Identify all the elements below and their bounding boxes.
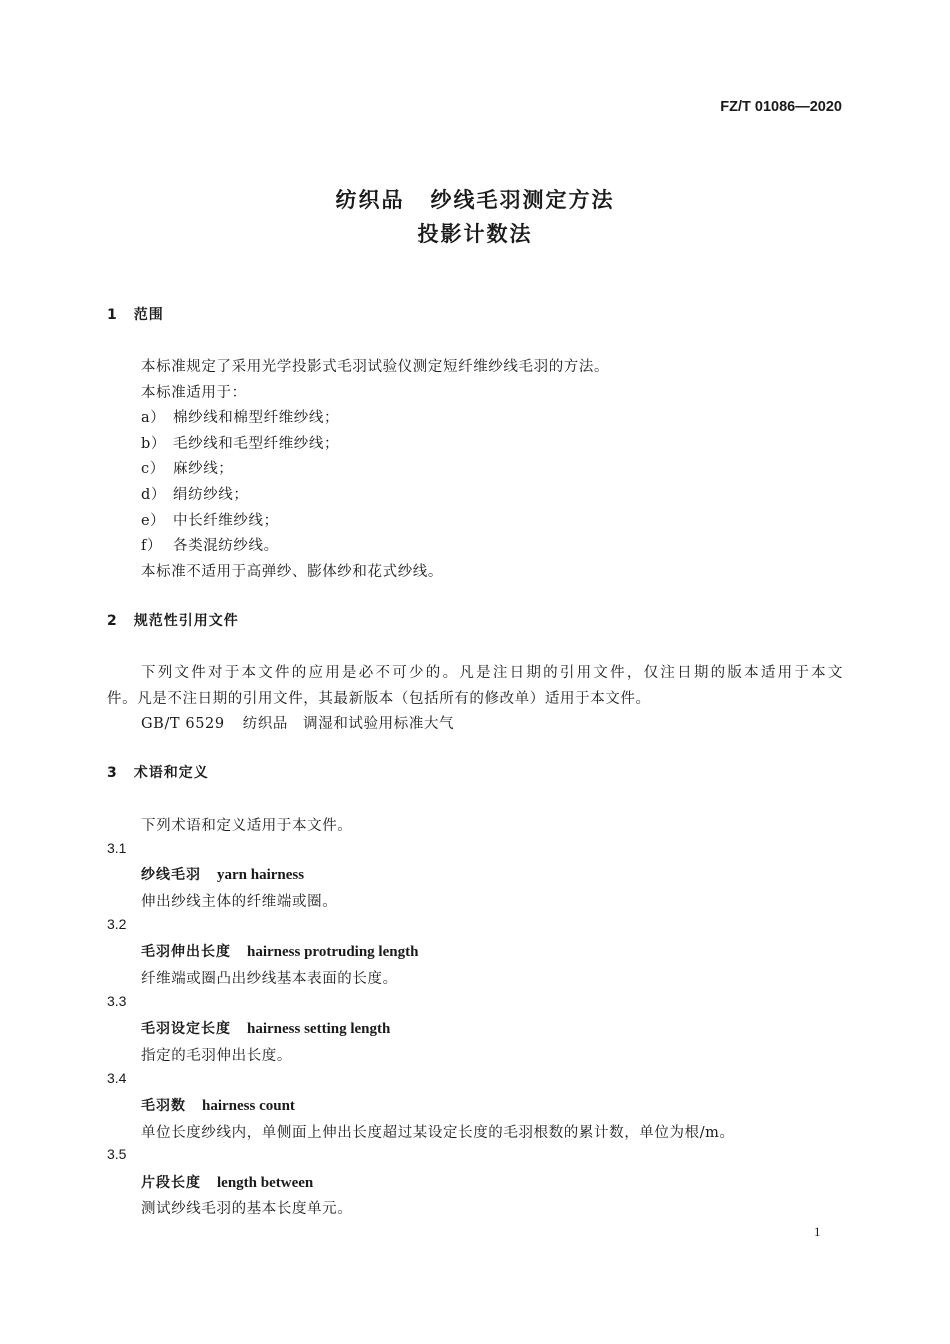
section-title: 范围 <box>133 307 164 323</box>
title-part-a: 纺织品 <box>335 188 405 212</box>
reference-title: 纺织品 调湿和试验用标准大气 <box>242 716 455 732</box>
list-item <box>141 432 339 453</box>
term-en: hairness setting length <box>247 1021 391 1037</box>
list-label: e） <box>141 513 166 529</box>
term-number: 3.5 <box>107 1146 127 1162</box>
term-number: 3.2 <box>107 916 127 932</box>
term-zh: 片段长度 <box>141 1175 201 1191</box>
term-heading <box>141 1018 390 1038</box>
section-number: 1 <box>107 307 118 323</box>
term-definition: 测试纱线毛羽的基本长度单元。 <box>141 1201 353 1217</box>
list-text: 各类混纺纱线。 <box>173 538 279 554</box>
document-code: FZ/T 01086—2020 <box>720 99 842 115</box>
term-zh: 毛羽设定长度 <box>141 1021 231 1037</box>
page-title-line2: 投影计数法 <box>417 222 533 246</box>
term-definition: 伸出纱线主体的纤维端或圈。 <box>141 894 338 910</box>
list-text: 毛纱线和毛型纤维纱线； <box>173 436 340 452</box>
section-1-heading <box>107 304 164 324</box>
term-heading <box>141 941 418 961</box>
section-title: 规范性引用文件 <box>133 613 239 629</box>
section-1-exclusion: 本标准不适用于高弹纱、膨体纱和花式纱线。 <box>141 564 443 580</box>
term-number: 3.3 <box>107 993 127 1009</box>
section-2-heading <box>107 610 239 630</box>
term-number: 3.1 <box>107 840 127 856</box>
reference-code: GB/T 6529 <box>141 716 225 732</box>
list-item <box>141 483 249 504</box>
list-label: a） <box>141 410 166 426</box>
term-definition: 单位长度纱线内，单侧面上伸出长度超过某设定长度的毛羽根数的累计数，单位为根/m。 <box>141 1125 735 1141</box>
list-text: 中长纤维纱线； <box>173 513 279 529</box>
term-heading <box>141 864 304 884</box>
normative-reference <box>141 712 454 733</box>
title-part-b: 纱线毛羽测定方法 <box>430 188 615 212</box>
term-definition: 纤维端或圈凸出纱线基本表面的长度。 <box>141 971 398 987</box>
term-number: 3.4 <box>107 1070 127 1086</box>
list-text: 棉纱线和棉型纤维纱线； <box>173 410 340 426</box>
list-label: f） <box>141 538 163 554</box>
term-zh: 毛羽伸出长度 <box>141 944 231 960</box>
term-zh: 纱线毛羽 <box>141 867 201 883</box>
list-text: 麻纱线； <box>173 461 234 477</box>
section-number: 3 <box>107 765 118 781</box>
list-item <box>141 406 339 427</box>
term-en: yarn hairness <box>217 867 305 883</box>
list-item <box>141 509 279 530</box>
list-item <box>141 534 279 555</box>
section-number: 2 <box>107 613 118 629</box>
term-heading <box>141 1172 313 1192</box>
term-en: hairness count <box>202 1098 295 1114</box>
term-heading <box>141 1095 295 1115</box>
section-title: 术语和定义 <box>133 765 209 781</box>
page-title-line1 <box>0 184 950 214</box>
list-label: c） <box>141 461 165 477</box>
term-en: length between <box>217 1175 314 1191</box>
list-text: 绢纺纱线； <box>173 487 249 503</box>
term-definition: 指定的毛羽伸出长度。 <box>141 1048 292 1064</box>
list-label: b） <box>141 436 166 452</box>
list-item <box>141 457 233 478</box>
page-number: 1 <box>814 1224 821 1239</box>
section-3-heading <box>107 762 209 782</box>
term-zh: 毛羽数 <box>141 1098 186 1114</box>
section-2-para-line2: 件。凡是不注日期的引用文件，其最新版本（包括所有的修改单）适用于本文件。 <box>107 691 651 707</box>
section-2-para-line1: 下列文件对于本文件的应用是必不可少的。凡是注日期的引用文件，仅注日期的版本适用于本文 <box>141 665 843 681</box>
term-en: hairness protruding length <box>247 944 419 960</box>
section-1-applies: 本标准适用于： <box>141 385 247 401</box>
section-3-intro: 下列术语和定义适用于本文件。 <box>141 818 353 834</box>
section-1-intro: 本标准规定了采用光学投影式毛羽试验仪测定短纤维纱线毛羽的方法。 <box>141 359 610 375</box>
list-label: d） <box>141 487 166 503</box>
